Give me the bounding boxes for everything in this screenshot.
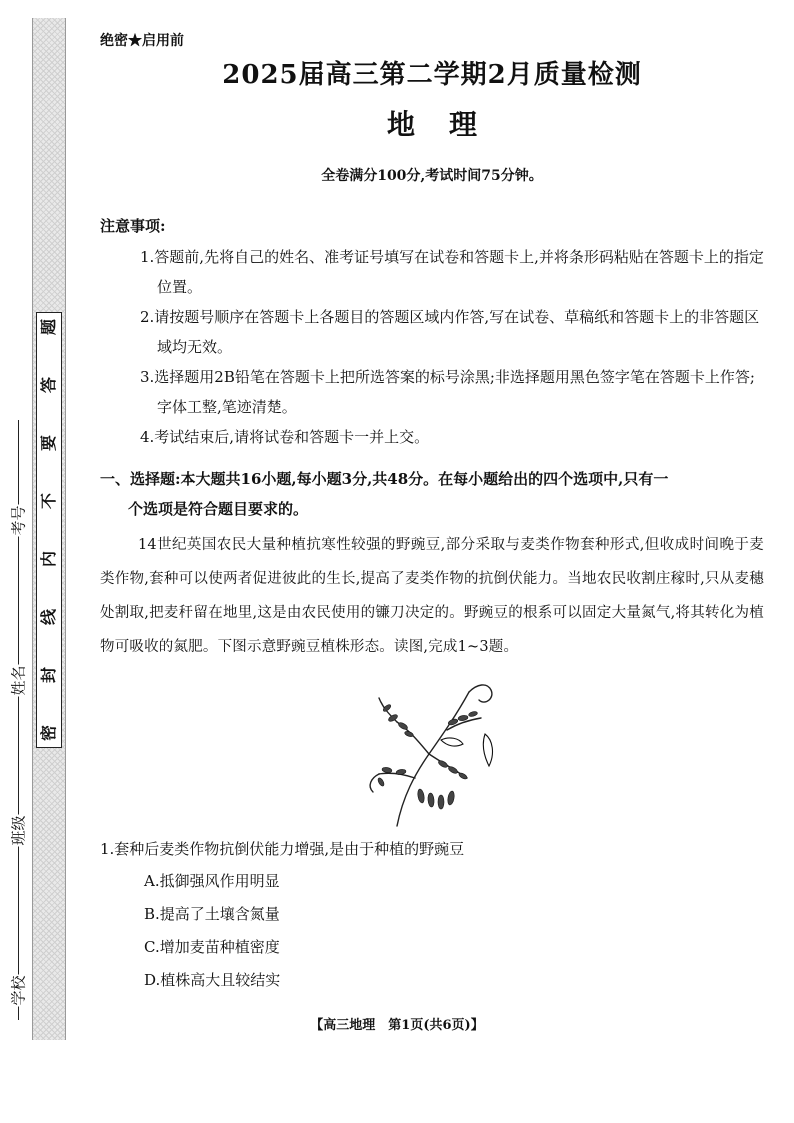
- question-1-stem: 1.套种后麦类作物抗倒伏能力增强,是由于种植的野豌豆: [100, 840, 465, 858]
- option-d[interactable]: D.植株高大且较结实: [144, 971, 281, 989]
- student-info-fields: [10, 420, 28, 1020]
- option-b[interactable]: B.提高了土壤含氮量: [144, 905, 280, 923]
- page-footer: 【高三地理 第1页(共6页)】: [310, 1018, 484, 1033]
- exam-number-label: 考号: [8, 505, 29, 537]
- vetch-plant-drawing: [357, 678, 507, 830]
- subject-title: 地理: [386, 108, 511, 141]
- school-label: 学校: [8, 975, 29, 1007]
- exam-title: 2025届高三第二学期2月质量检测: [222, 60, 642, 90]
- reading-passage: 14世纪英国农民大量种植抗寒性较强的野豌豆,部分采取与麦类作物套种形式,但收成时间晚于麦类作物,套种可以使两者促进彼此的生长,提高了麦类作物的抗倒伏能力。当地农民收割庄稼时,只从麦穗处割取,把麦秆留在地里,这是由农民使用的镰刀决定的。野豌豆的根系可以固定大量氮气,将其转化为植物可吸收的氮肥。下图示意野豌豆植株形态。读图,完成1~3题。: [100, 537, 764, 655]
- score-info: 全卷满分100分,考试时间75分钟。: [321, 168, 543, 184]
- name-label: 姓名: [8, 665, 29, 697]
- note-item: 2.请按题号顺序在答题卡上各题目的答题区域内作答,写在试卷、草稿纸和答题卡上的非答题区域均无效。: [140, 308, 760, 356]
- seal-char: 不: [38, 492, 58, 510]
- notes-heading: 注意事项:: [100, 217, 166, 235]
- option-c[interactable]: C.增加麦苗种植密度: [144, 938, 280, 956]
- note-item: 4.考试结束后,请将试卷和答题卡一并上交。: [140, 428, 430, 446]
- note-item: 3.选择题用2B铅笔在答题卡上把所选答案的标号涂黑;非选择题用黑色签字笔在答题卡上作答;字体工整,笔迹清楚。: [140, 368, 755, 416]
- notes-list: [100, 242, 764, 452]
- exam-page: [100, 30, 764, 997]
- seal-char: 封: [38, 666, 58, 684]
- section-heading-line2: 个选项是符合题目要求的。: [128, 500, 309, 518]
- seal-char: 要: [38, 434, 58, 452]
- option-a[interactable]: A.抵御强风作用明显: [144, 872, 280, 890]
- seal-line-notice: [36, 312, 62, 748]
- seal-char: 答: [38, 376, 58, 394]
- class-label: 班级: [8, 815, 29, 847]
- seal-char: 密: [38, 724, 58, 742]
- seal-char: 线: [38, 608, 58, 626]
- seal-char: 内: [38, 550, 58, 568]
- section-heading: [100, 464, 764, 524]
- vetch-plant-figure: [100, 678, 764, 830]
- seal-char: 题: [38, 318, 58, 336]
- section-heading-line1: 一、选择题:本大题共16小题,每小题3分,共48分。在每小题给出的四个选项中,只有一: [100, 470, 669, 488]
- question-1-options: [100, 865, 764, 997]
- note-item: 1.答题前,先将自己的姓名、准考证号填写在试卷和答题卡上,并将条形码粘贴在答题卡上的指定位置。: [140, 248, 764, 296]
- secret-mark: 绝密★启用前: [100, 33, 184, 49]
